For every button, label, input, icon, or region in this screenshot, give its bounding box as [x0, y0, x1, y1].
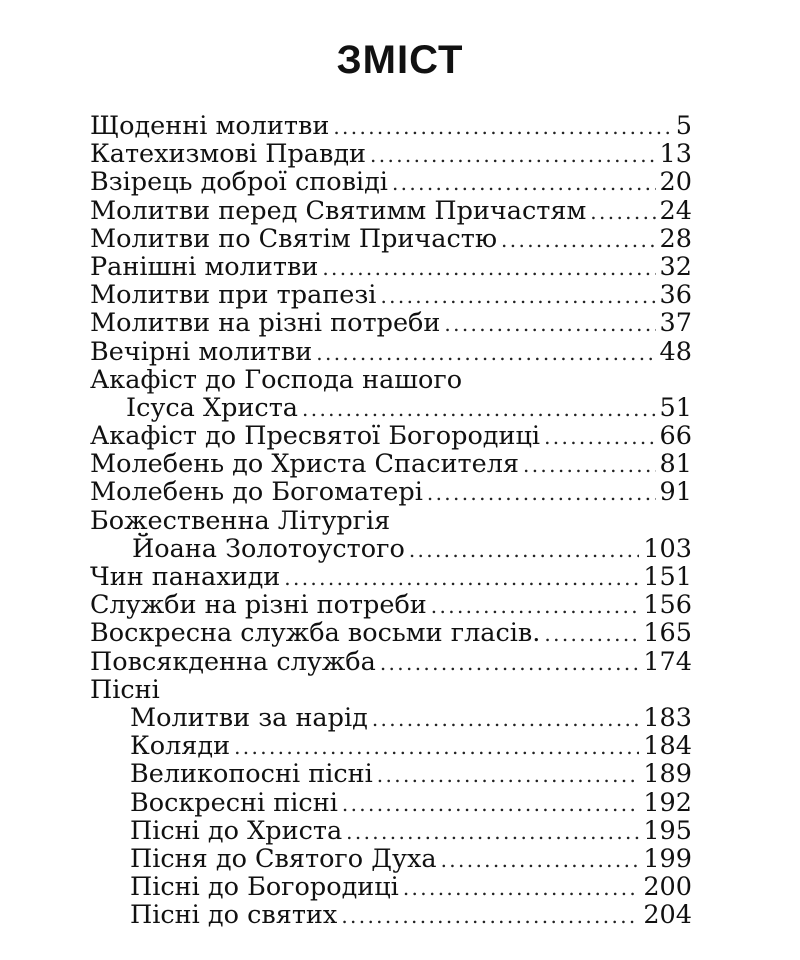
toc-entry: [90, 901, 692, 929]
toc-entry-title: Коляди: [130, 731, 231, 762]
toc-entry: [90, 197, 692, 225]
toc-entry-title: Пісні до Богородиці: [130, 872, 399, 903]
toc-entry-page: 20: [659, 167, 692, 198]
toc-entry: [90, 789, 692, 817]
leader-dots: [342, 790, 639, 818]
toc-entry: [90, 478, 692, 506]
toc-entry-title: Воскресна служба восьми гласів.: [90, 618, 541, 649]
leader-dots: [370, 141, 656, 169]
leader-dots: [590, 198, 655, 226]
leader-dots: [333, 113, 671, 141]
toc-entry: [90, 422, 692, 450]
toc-entry: [90, 817, 692, 845]
toc-entry: [90, 112, 692, 140]
toc-entry-page: 5: [675, 111, 692, 141]
leader-dots: [501, 226, 656, 254]
leader-dots: [392, 169, 656, 197]
toc-entry: [90, 873, 692, 901]
toc-entry-title: Молитви на різні потреби: [90, 308, 441, 339]
leader-dots: [523, 451, 656, 479]
table-of-contents: [90, 112, 692, 929]
toc-entry-page: 165: [643, 618, 692, 649]
toc-entry-title: Ранішні молитви: [90, 251, 319, 282]
toc-entry-title: Пісні до святих: [130, 900, 338, 931]
toc-entry-page: 91: [659, 477, 692, 508]
toc-entry-page: 13: [659, 139, 692, 170]
toc-entry-title: Молитви по Святім Причастю: [90, 223, 498, 254]
toc-entry-page: 37: [659, 308, 692, 339]
toc-entry: [90, 309, 692, 337]
leader-dots: [427, 479, 656, 507]
leader-dots: [322, 254, 655, 282]
toc-entry-page: 200: [643, 872, 692, 903]
toc-entry: [90, 140, 692, 168]
toc-entry: [90, 450, 692, 478]
toc-entry-heading: [90, 507, 692, 535]
leader-dots: [403, 874, 640, 902]
toc-entry-page: 189: [643, 759, 692, 790]
toc-entry: [90, 648, 692, 676]
toc-entry-title: Пісні до Христа: [130, 815, 343, 846]
toc-entry-page: 66: [659, 421, 692, 452]
toc-entry: [90, 168, 692, 196]
toc-entry: [90, 563, 692, 591]
leader-dots: [431, 592, 640, 620]
leader-dots: [409, 536, 640, 564]
toc-entry: [90, 338, 692, 366]
leader-dots: [234, 733, 639, 761]
toc-entry-page: 192: [643, 787, 692, 818]
leader-dots: [441, 846, 640, 874]
toc-entry-heading: [90, 676, 692, 704]
toc-entry-title: Пісні: [90, 674, 160, 705]
toc-entry-title: Йоана Золотоустого: [132, 533, 405, 564]
toc-entry-title: Молитви перед Святимм Причастям: [90, 195, 587, 226]
toc-entry-page: 174: [643, 646, 692, 677]
toc-entry-page: 103: [643, 533, 692, 564]
toc-entry-title: Повсякденна служба: [90, 646, 376, 677]
page-title: ЗМІСТ: [336, 38, 464, 82]
toc-entry: [90, 225, 692, 253]
leader-dots: [346, 818, 639, 846]
toc-entry-heading: [90, 366, 692, 394]
toc-entry-page: 81: [659, 449, 692, 480]
toc-entry-title: Великопосні пісні: [130, 759, 373, 790]
toc-entry-title: Взірець доброї сповіді: [90, 167, 388, 198]
toc-entry-title: Щоденні молитви: [90, 111, 330, 141]
toc-entry-title: Воскресні пісні: [130, 787, 338, 818]
toc-entry: [90, 760, 692, 788]
leader-dots: [341, 902, 639, 930]
leader-dots: [380, 282, 655, 310]
toc-entry-title: Акафіст до Пресвятої Богородиці: [90, 421, 541, 452]
toc-entry-title: Молебень до Христа Спасителя: [90, 449, 519, 480]
toc-entry: [90, 281, 692, 309]
leader-dots: [544, 423, 655, 451]
toc-entry-page: 28: [659, 223, 692, 254]
leader-dots: [444, 310, 655, 338]
toc-entry-page: 195: [643, 815, 692, 846]
toc-entry-page: 156: [643, 590, 692, 621]
toc-entry-page: 51: [659, 392, 692, 423]
toc-entry-title: Божественна Літургія: [90, 505, 391, 536]
toc-entry-page: 183: [643, 702, 692, 733]
toc-entry-page: 151: [643, 562, 692, 592]
toc-entry-title: Молитви при трапезі: [90, 280, 377, 311]
toc-entry-page: 199: [643, 843, 692, 874]
leader-dots: [377, 761, 640, 789]
leader-dots: [316, 339, 655, 367]
toc-entry-title: Чин панахиди: [90, 562, 281, 592]
toc-entry-page: 48: [659, 336, 692, 367]
toc-entry-title: Катехизмові Правди: [90, 139, 367, 170]
leader-dots: [544, 620, 639, 648]
toc-entry: [90, 394, 692, 422]
toc-entry-title: Вечірні молитви: [90, 336, 313, 367]
toc-entry-title: Молебень до Богоматері: [90, 477, 423, 508]
leader-dots: [284, 564, 639, 592]
toc-entry: [90, 732, 692, 760]
toc-entry-page: 32: [659, 251, 692, 282]
toc-entry: [90, 591, 692, 619]
toc-entry-title: Акафіст до Господа нашого: [90, 364, 463, 395]
toc-entry-title: Служби на різні потреби: [90, 590, 427, 621]
toc-entry-title: Молитви за нарід: [130, 702, 368, 733]
leader-dots: [380, 649, 639, 677]
toc-entry-page: 204: [643, 900, 692, 931]
toc-entry-page: 184: [643, 731, 692, 762]
toc-entry: [90, 845, 692, 873]
toc-entry-page: 24: [659, 195, 692, 226]
toc-entry-title: Ісуса Христа: [126, 392, 299, 423]
toc-entry-page: 36: [659, 280, 692, 311]
toc-entry: [90, 619, 692, 647]
leader-dots: [372, 705, 640, 733]
toc-entry: [90, 535, 692, 563]
leader-dots: [302, 395, 656, 423]
toc-entry: [90, 253, 692, 281]
toc-entry-title: Пісня до Святого Духа: [130, 843, 437, 874]
toc-entry: [90, 704, 692, 732]
